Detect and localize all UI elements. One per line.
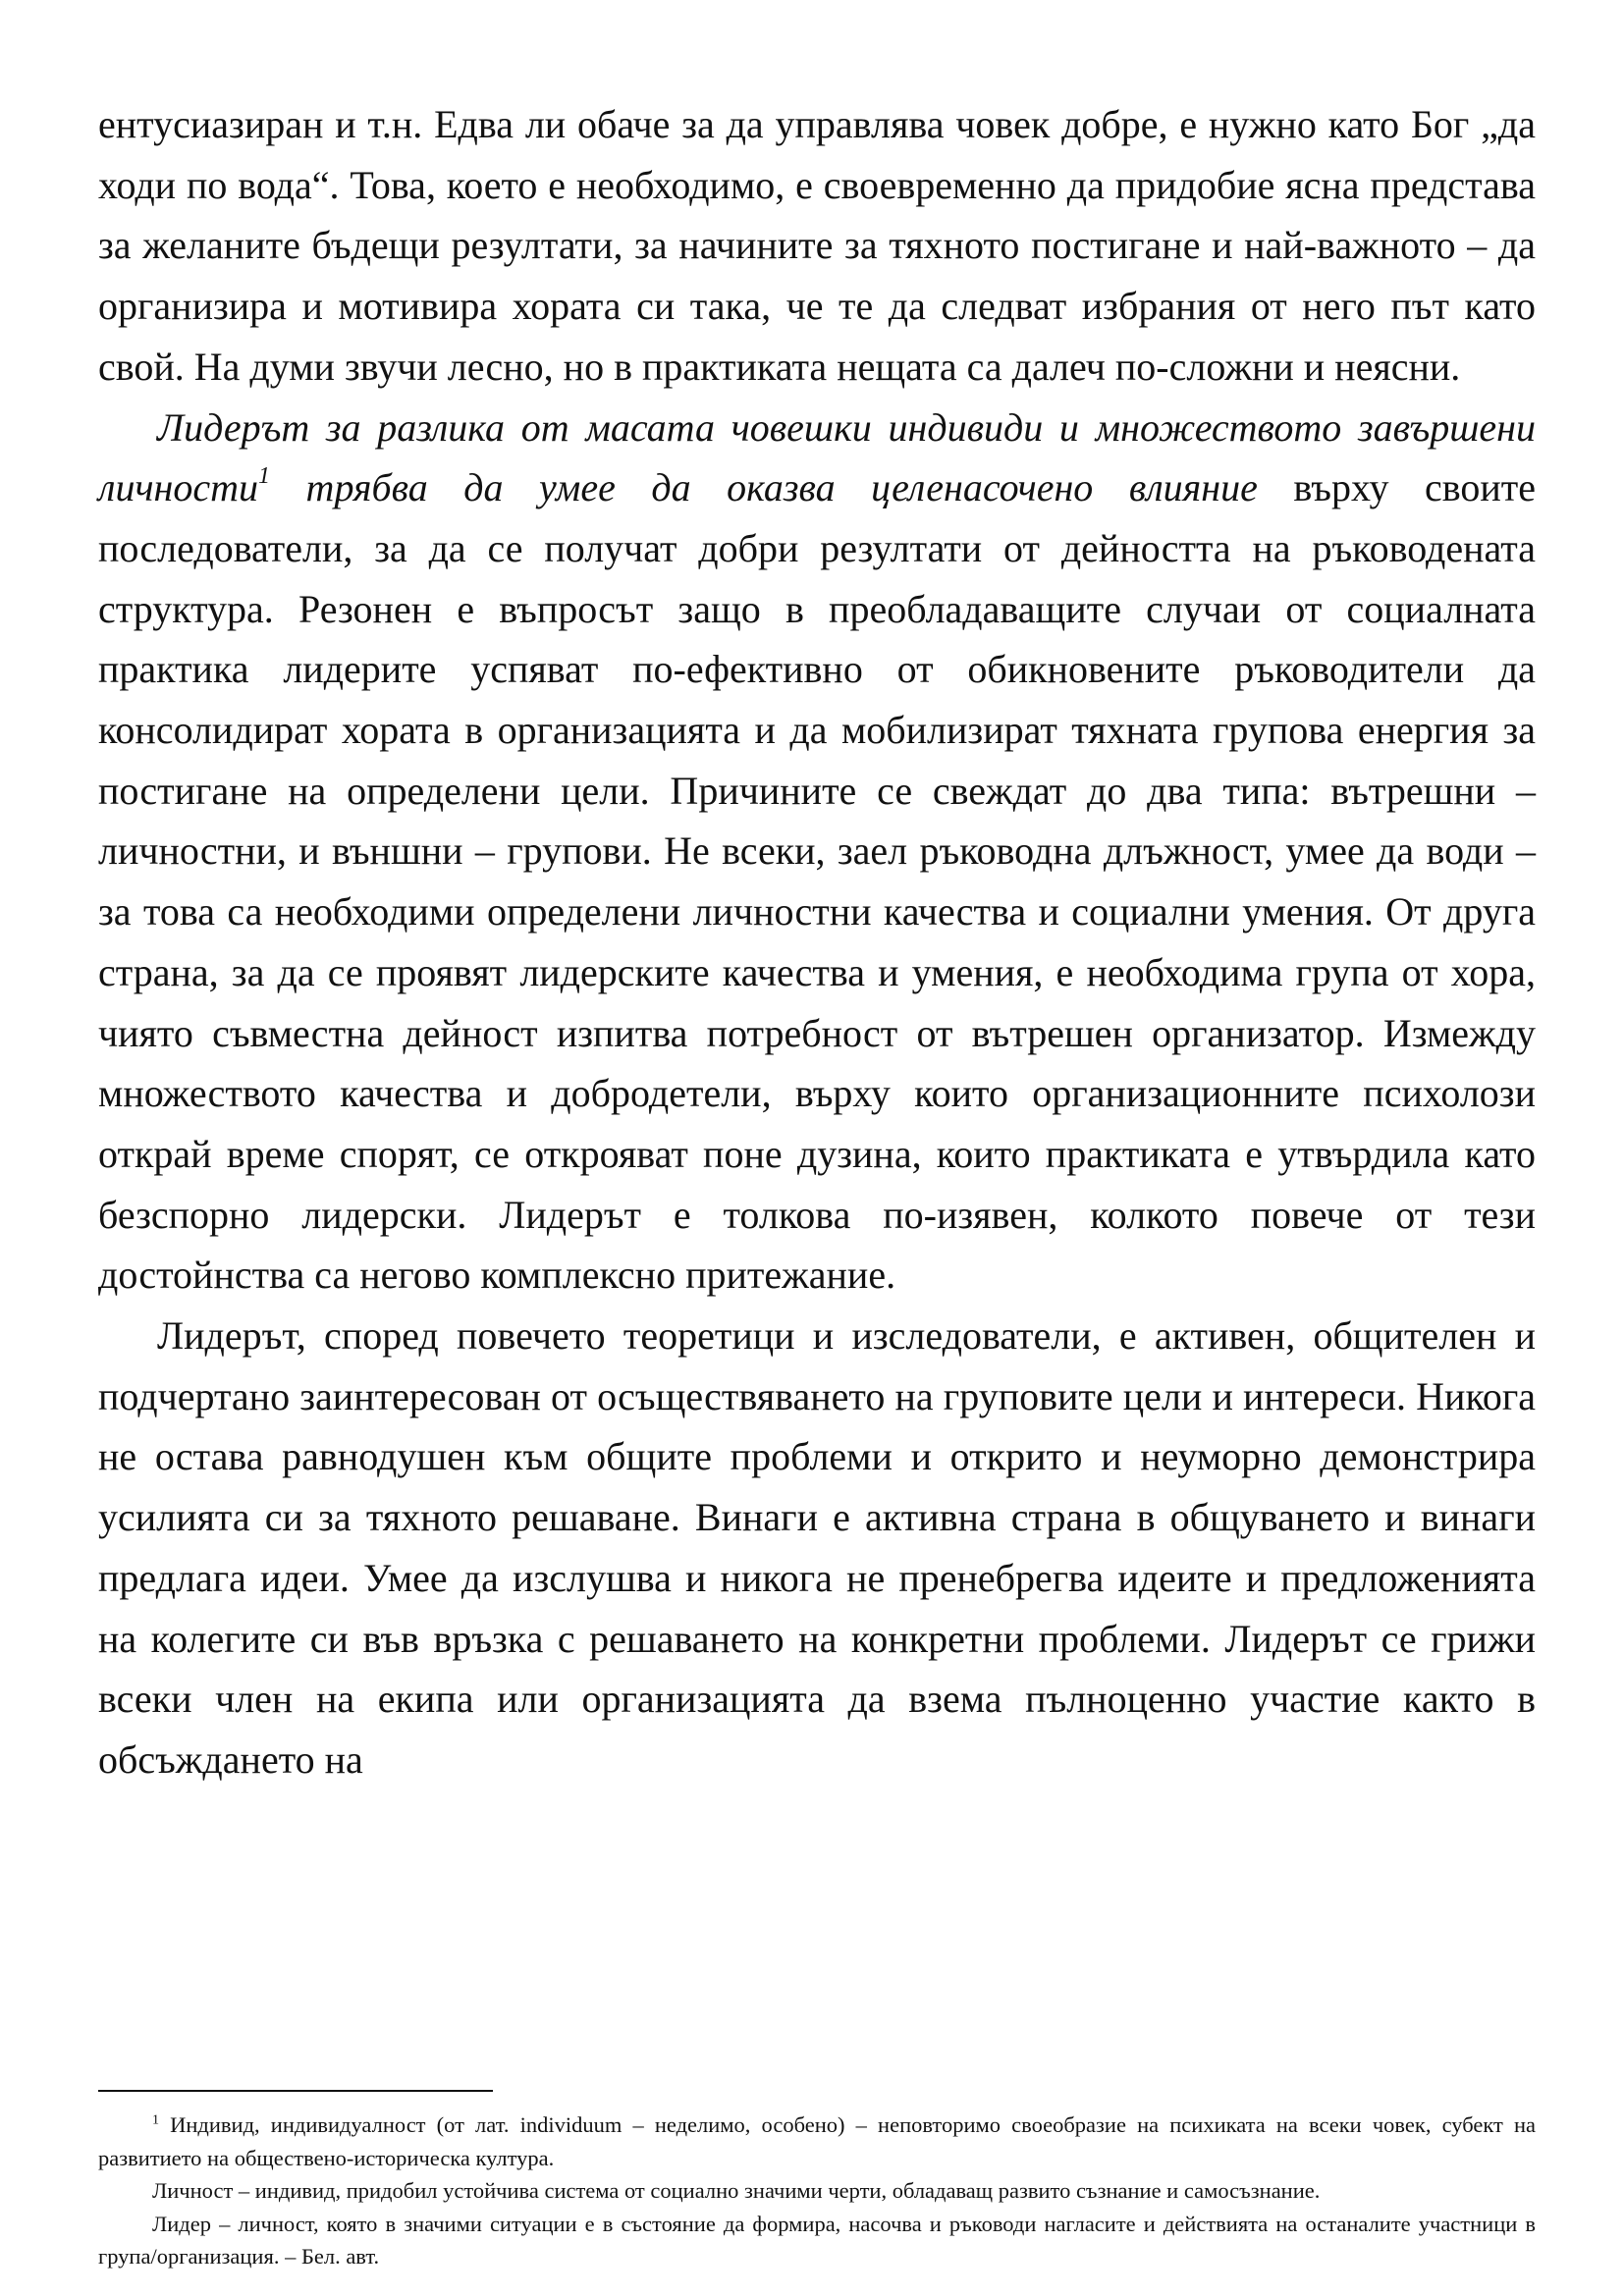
paragraph-2-italic-b: трябва да умее да оказва целенасочено влияние bbox=[270, 465, 1258, 510]
footnote-separator bbox=[98, 2090, 493, 2092]
main-text bbox=[98, 94, 1536, 1790]
paragraph-2 bbox=[98, 398, 1536, 1307]
footnote-reference-1: 1 bbox=[258, 462, 271, 489]
paragraph-1: ентусиазиран и т.н. Едва ли обаче за да управлява човек добре, е нужно като Бог „да ходи по вода“. Това, което е необходимо, е своевременно да придобие ясна представа за желаните бъдещи резултати, за начините за тяхното постигане и най-важното – да организира и мотивира хората си така, че те да следват избрания от него път като свой. На думи звучи лесно, но в практиката нещата са далеч по-сложни и неясни. bbox=[98, 102, 1536, 389]
footnotes bbox=[98, 2109, 1536, 2273]
footnote-2: Личност – индивид, придобил устойчива система от социално значими черти, обладаващ развито съзнание и самосъзнание. bbox=[152, 2178, 1321, 2203]
footnote-3: Лидер – личност, която в значими ситуации е в състояние да формира, насочва и ръководи нагласите и действията на останалите участници в група/организация. – Бел. авт. bbox=[98, 2211, 1536, 2269]
footnote-1-text: Индивид, индивидуалност (от лат. individuum – неделимо, особено) – неповторимо своеобразие на психиката на всеки човек, субект на развитието на обществено-историческа култура. bbox=[98, 2112, 1536, 2170]
paragraph-2-italic-a: Лидерът за разлика от масата човешки индивиди и множеството завършени личности bbox=[98, 404, 1536, 510]
footnote-1 bbox=[98, 2109, 1536, 2174]
paragraph-3: Лидерът, според повечето теоретици и изследователи, е активен, общителен и подчертано заинтересован от осъществяването на груповите цели и интереси. Никога не остава равнодушен към общите проблеми и открито и неуморно демонстрира усилията си за тяхното решаване. Винаги е активна страна в общуването и винаги предлага идеи. Умее да изслушва и никога не пренебрегва идеите и предложенията на колегите си във връзка с решаването на конкретни проблеми. Лидерът се грижи всеки член на екипа или организацията да взема пълноценно участие както в обсъждането на bbox=[98, 1313, 1536, 1782]
footnote-1-mark: 1 bbox=[152, 2112, 159, 2128]
paragraph-2-rest: върху своите последователи, за да се получат добри резултати от дейността на ръководената структура. Резонен е въпросът защо в преобладаващите случаи от социалната практика лидерите успяват по-ефективно от обикновените ръководители да консолидират хората в организацията и да мобилизират тяхната групова енергия за постигане на определени цели. Причините се свеждат до два типа: вътрешни – личностни, и външни – групови. Не всеки, заел ръководна длъжност, умее да води – за това са необходими определени личностни качества и социални умения. От друга страна, за да се проявят лидерските качества и умения, е необходима група от хора, чиято съвместна дейност изпитва потребност от вътрешен организатор. Измежду множеството качества и добродетели, върху които организационните психолози открай време спорят, се открояват поне дузина, които практиката е утвърдила като безспорно лидерски. Лидерът е толкова по-изявен, колкото повече от тези достойнства са негово комплексно притежание. bbox=[98, 465, 1536, 1298]
